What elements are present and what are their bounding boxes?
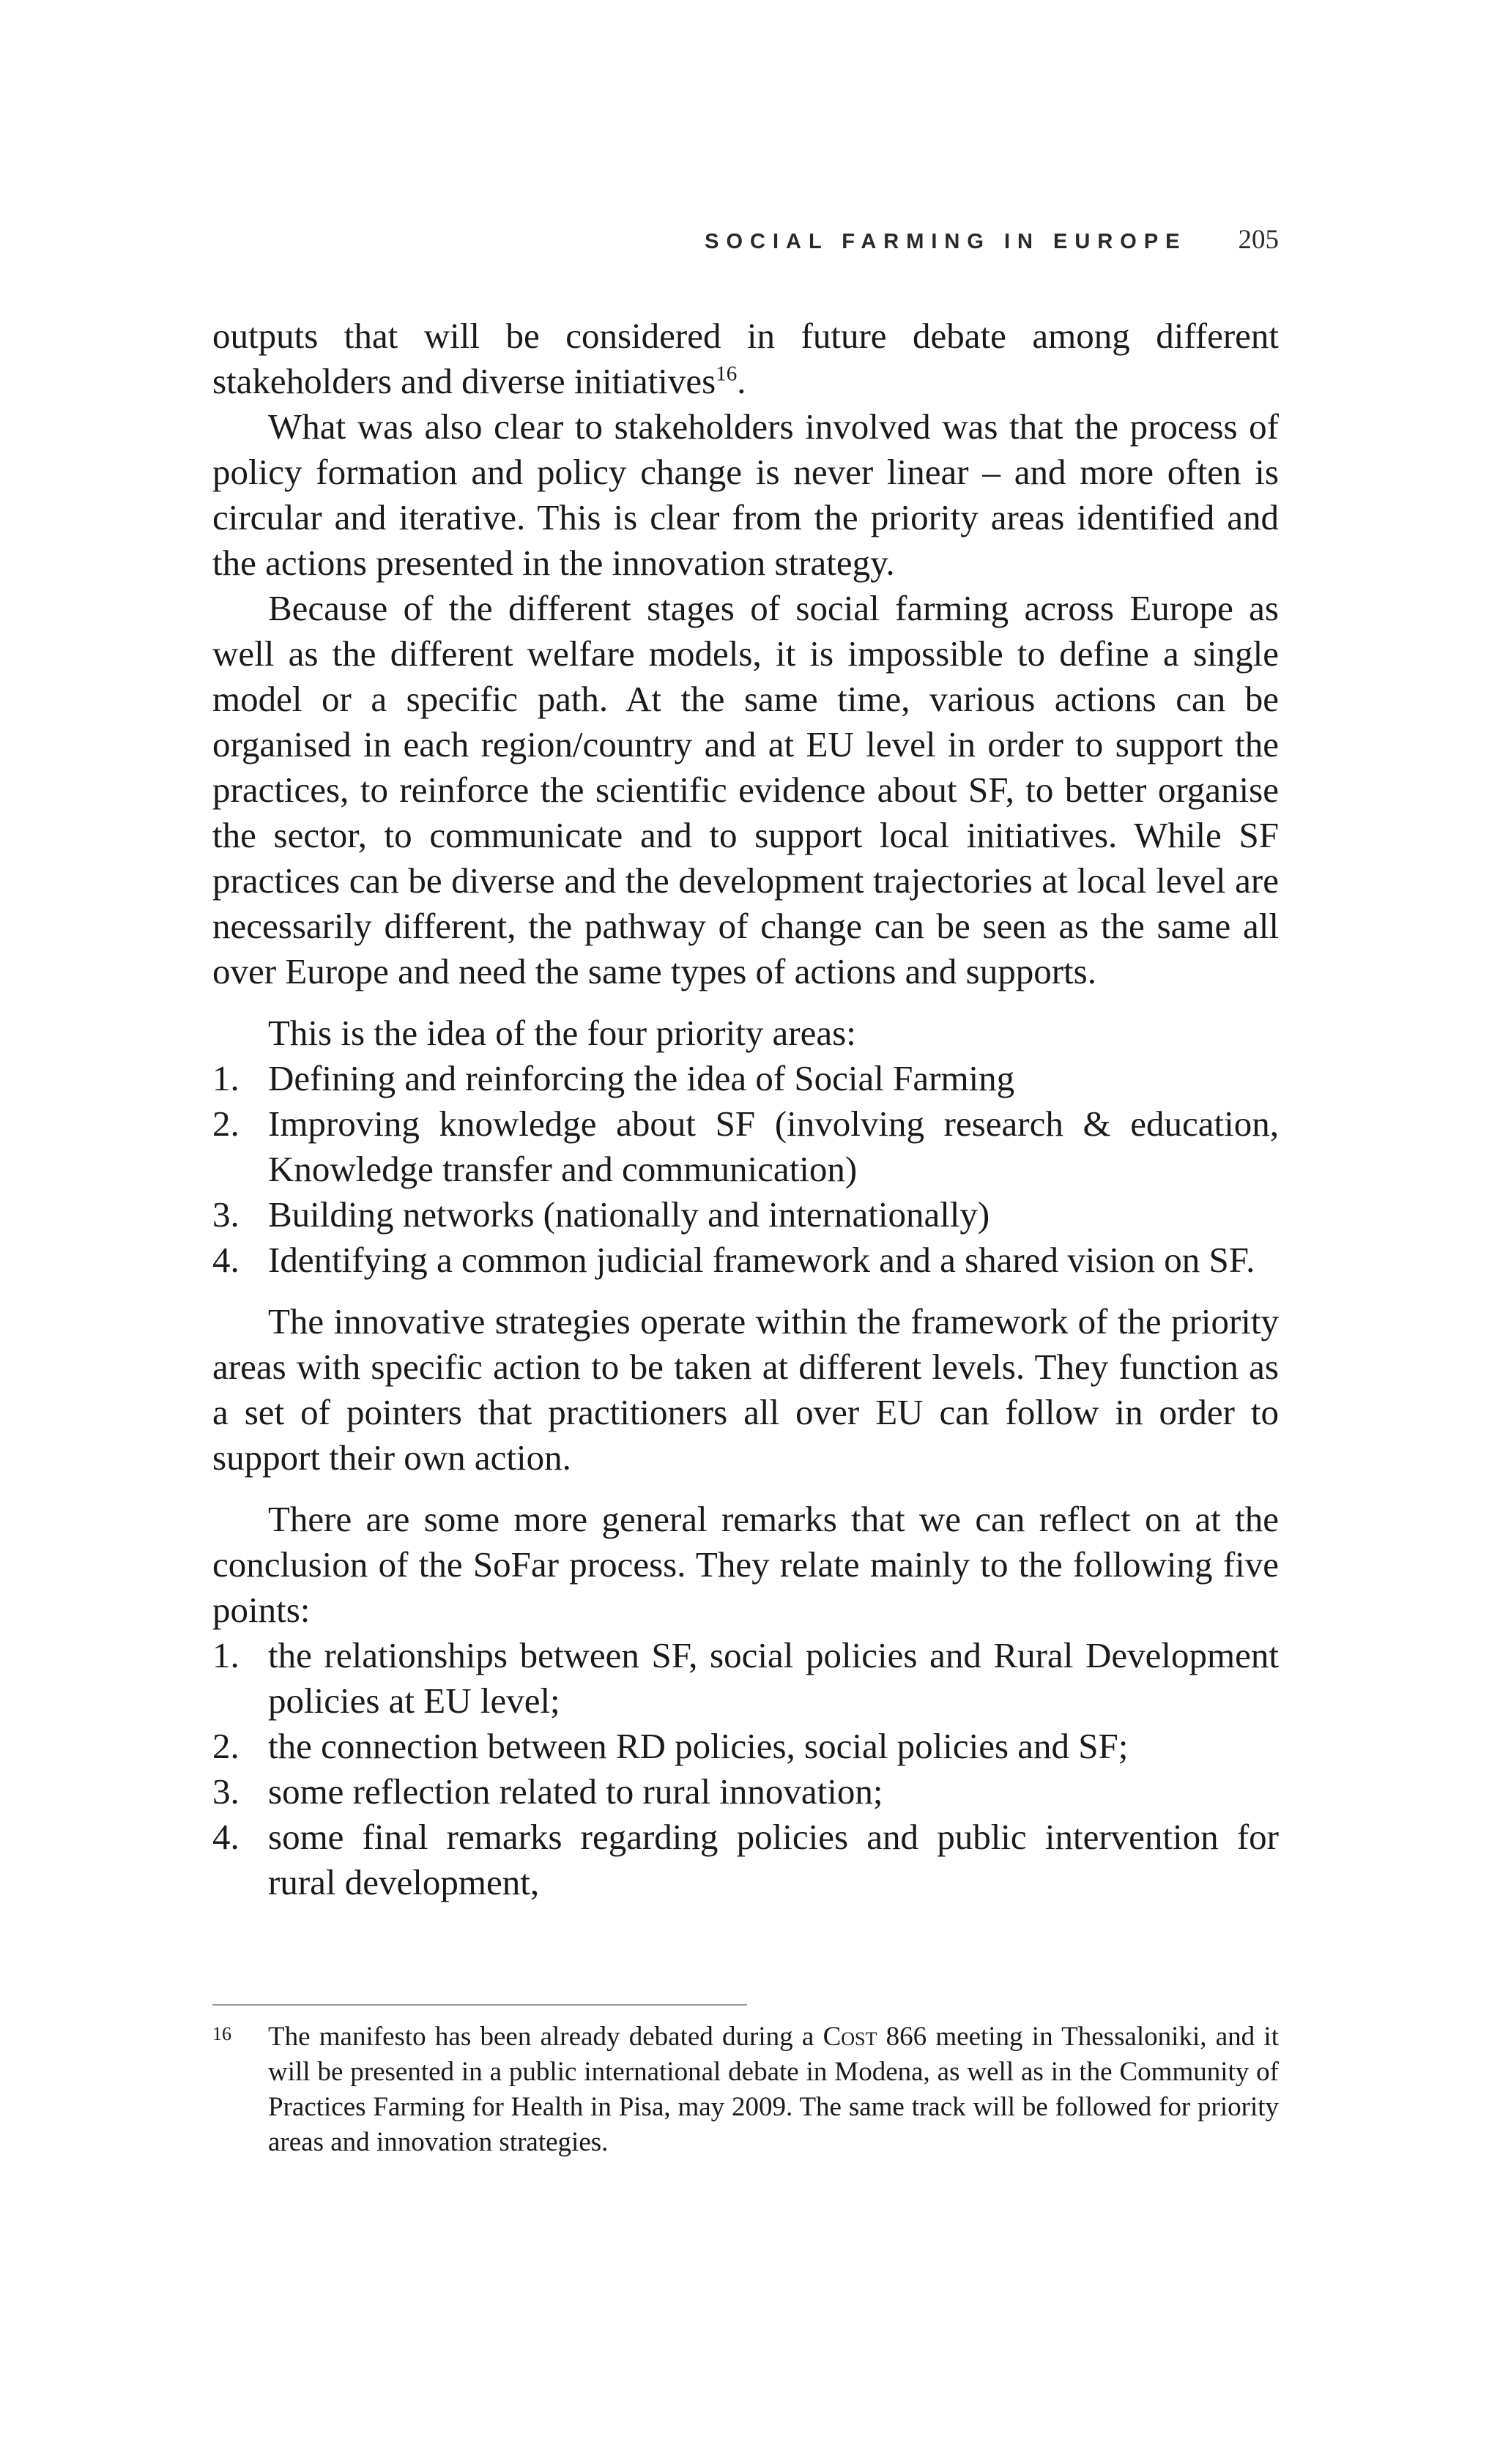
- page-number: 205: [1238, 225, 1279, 255]
- paragraph-2: What was also clear to stakeholders involved was that the process of policy formation and policy change is never linear – and more often is circular and iterative. This is clear from the priority areas identified and the actions presented in the innovation strategy.: [212, 406, 1279, 583]
- footnote-text-start: The manifesto has been already debated during a: [268, 2022, 823, 2052]
- list-text: some reflection related to rural innovation;: [268, 1771, 883, 1812]
- footnote: [212, 2020, 1279, 2160]
- footnote-text: [268, 2020, 1279, 2160]
- list-number: 2.: [212, 1726, 240, 1766]
- list-text: Identifying a common judicial framework and a shared vision on SF.: [268, 1240, 1255, 1280]
- list-text: some final remarks regarding policies and public intervention for rural development,: [268, 1817, 1279, 1902]
- paragraph-1-text: outputs that will be considered in future debate among different stakeholders and diverse initiatives: [212, 316, 1279, 401]
- list-item: [212, 1101, 1279, 1192]
- list-text: the relationships between SF, social policies and Rural Development policies at EU level;: [268, 1635, 1279, 1721]
- list-number: 1.: [212, 1635, 240, 1675]
- list-item: [212, 1056, 1279, 1101]
- footnote-ref[interactable]: 16: [716, 362, 738, 386]
- list-number: 1.: [212, 1058, 240, 1098]
- list-text: Improving knowledge about SF (involving research & education, Knowledge transfer and communication): [268, 1103, 1279, 1189]
- paragraph-6: There are some more general remarks that we can reflect on at the conclusion of the SoFar process. They relate mainly to the following five points:: [212, 1499, 1279, 1630]
- paragraph-1-end: .: [737, 361, 746, 401]
- footnote-cost-label: Cost: [823, 2022, 877, 2052]
- remarks-list: [212, 1633, 1279, 1905]
- paragraph-5: The innovative strategies operate within the framework of the priority areas with specific action to be taken at different levels. They function as a set of pointers that practitioners all over EU can follow in order to support their own action.: [212, 1301, 1279, 1478]
- list-number: 4.: [212, 1817, 240, 1857]
- list-text: the connection between RD policies, social policies and SF;: [268, 1726, 1129, 1766]
- main-text: [212, 313, 1279, 1905]
- list-item: [212, 1769, 1279, 1814]
- running-head: [705, 224, 1279, 256]
- list-number: 4.: [212, 1240, 240, 1280]
- paragraph-3: Because of the different stages of social farming across Europe as well as the different welfare models, it is impossible to define a single model or a specific path. At the same time, various actions can be organised in each region/country and at EU level in order to support the practices, to reinforce the scientific evidence about SF, to better organise the sector, to communicate and to support local initiatives. While SF practices can be diverse and the development trajectories at local level are necessarily different, the pathway of change can be seen as the same all over Europe and need the same types of actions and supports.: [212, 588, 1279, 991]
- list-text: Building networks (nationally and internationally): [268, 1194, 990, 1235]
- footnote-mark: 16: [212, 2023, 231, 2044]
- priority-areas-list: [212, 1056, 1279, 1283]
- list-number: 3.: [212, 1194, 240, 1235]
- footnote-divider: [212, 2004, 747, 2006]
- paragraph-4: This is the idea of the four priority areas:: [268, 1013, 856, 1053]
- footnote-text-end: 866 meeting in Thessaloniki, and it will be presented in a public international debate in Modena, as well as in the Community of Practices Farming for Health in Pisa, may 2009. The same track will be followed for priority areas and innovation strategies.: [268, 2022, 1279, 2157]
- list-number: 3.: [212, 1771, 240, 1812]
- list-item: [212, 1814, 1279, 1905]
- list-item: [212, 1724, 1279, 1769]
- list-item: [212, 1633, 1279, 1724]
- list-item: [212, 1192, 1279, 1237]
- list-text: Defining and reinforcing the idea of Social Farming: [268, 1058, 1015, 1098]
- running-title: SOCIAL FARMING IN EUROPE: [705, 230, 1187, 253]
- list-item: [212, 1237, 1279, 1283]
- list-number: 2.: [212, 1103, 240, 1144]
- paragraph-1: [212, 313, 1279, 404]
